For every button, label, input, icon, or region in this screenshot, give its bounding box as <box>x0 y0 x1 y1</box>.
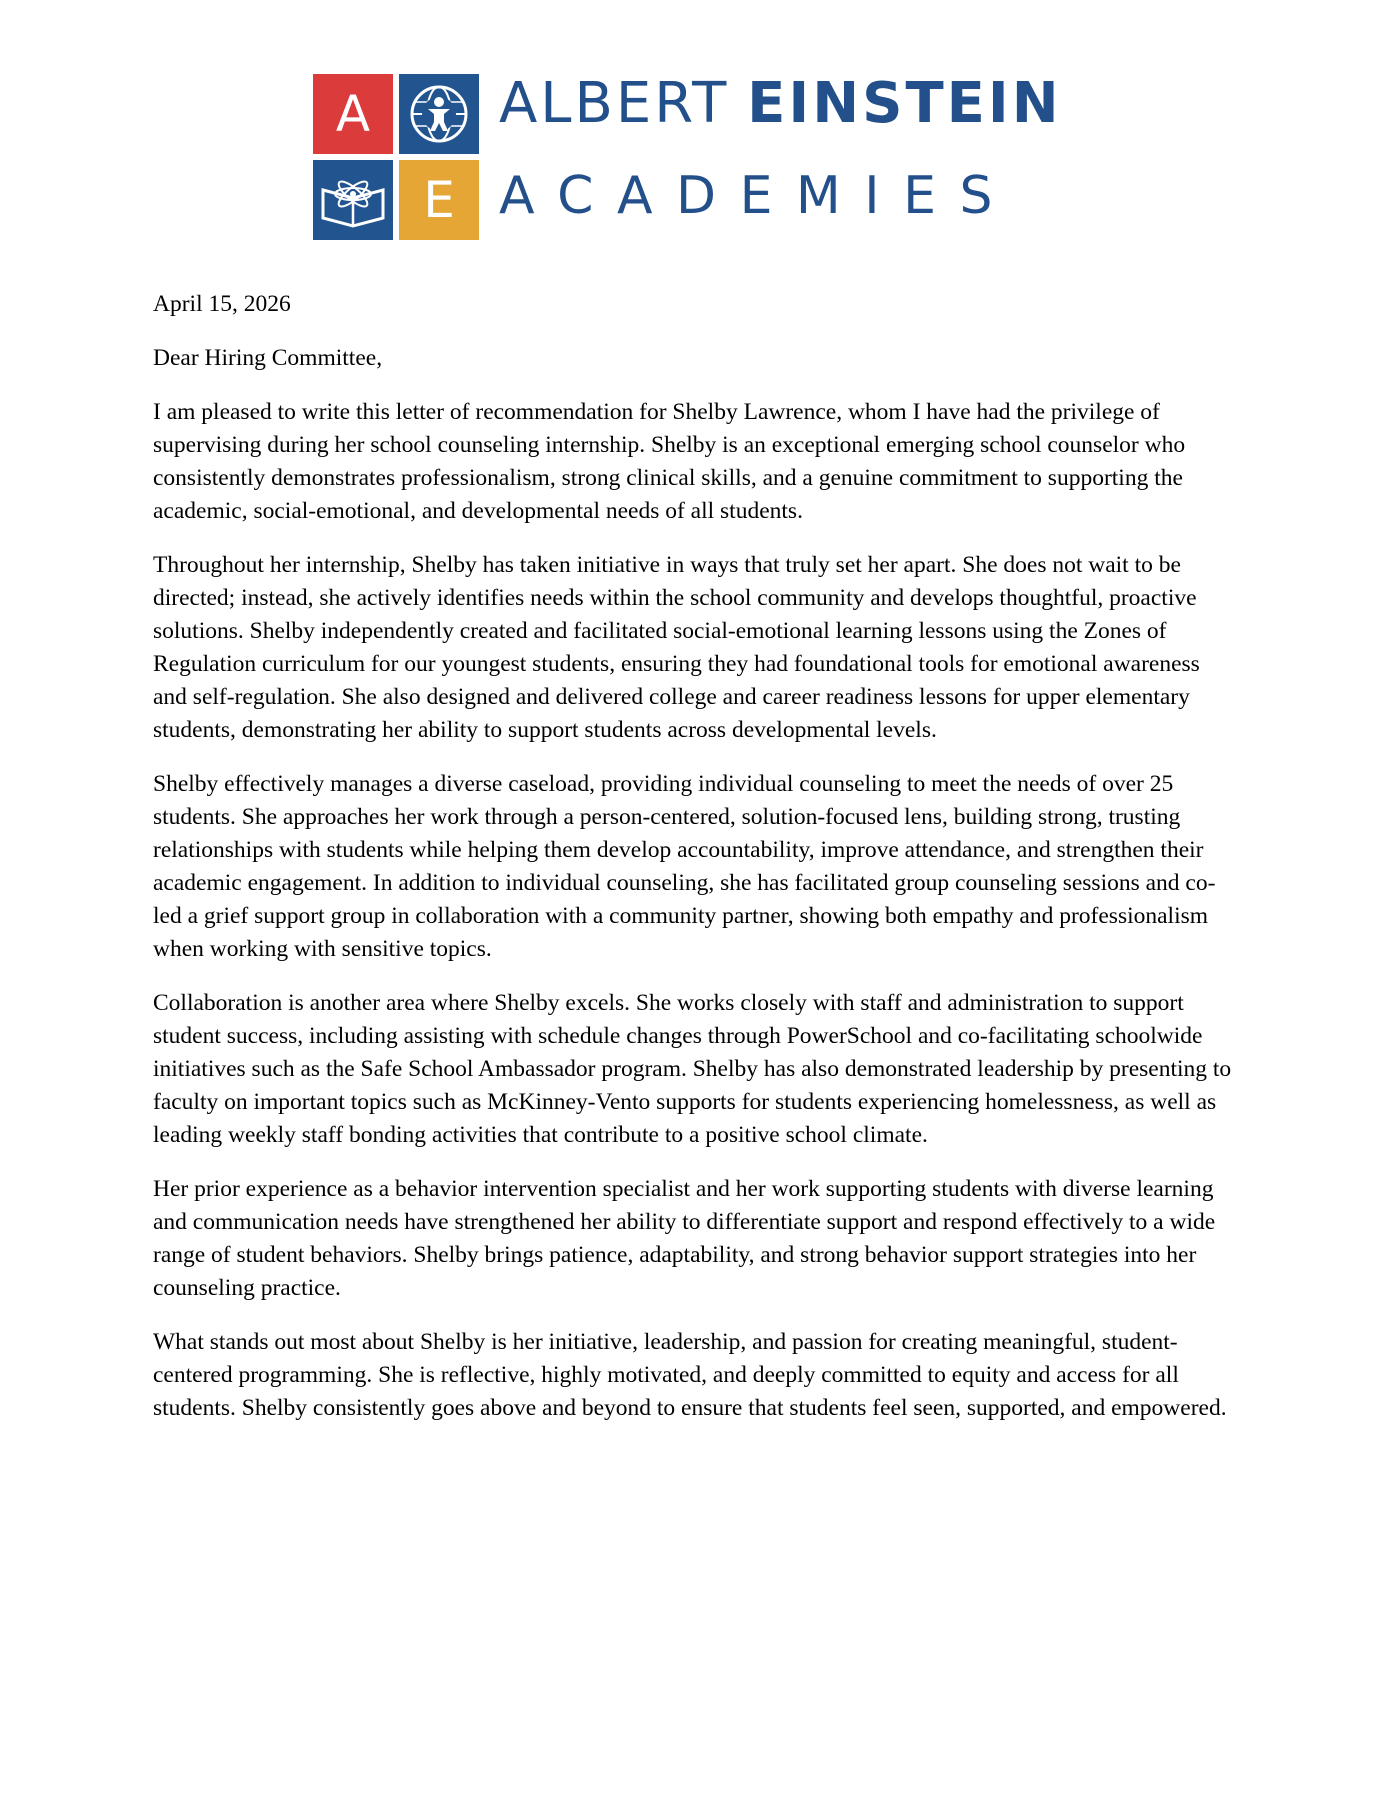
letter-paragraph: Throughout her internship, Shelby has taken initiative in ways that truly set her apart. She does not wait to be directed; instead, she actively identifies needs within the school community and develops thoughtful, proactive solutions. Shelby independently created and facilitated social-emotional learning lessons using the Zones of Regulation curriculum for our youngest students, ensuring they had foundational tools for emotional awareness and self-regulation. She also designed and delivered college and career readiness lessons for upper elementary students, demonstrating her ability to support students across developmental levels. <box>153 552 1200 743</box>
letterhead-logo <box>313 71 1073 244</box>
logo-letter-e: E <box>423 171 455 229</box>
letter-paragraph: I am pleased to write this letter of recommendation for Shelby Lawrence, whom I have had the privilege of supervising during her school counseling internship. Shelby is an exceptional emerging school counselor who consistently demonstrates professionalism, strong clinical skills, and a genuine commitment to supporting the academic, social-emotional, and developmental needs of all students. <box>153 399 1186 524</box>
letter-body <box>153 288 1233 1446</box>
logo-letter-a: A <box>335 85 371 143</box>
logo-wordmark-line1 <box>499 71 1062 136</box>
letter-paragraph: Shelby effectively manages a diverse caseload, providing individual counseling to meet the needs of over 25 students. She approaches her work through a person-centered, solution-focused lens, building strong, trusting relationships with students while helping them develop accountability, improve attendance, and strengthen their academic engagement. In addition to individual counseling, she has facilitated group counseling sessions and co-led a grief support group in collaboration with a community partner, showing both empathy and professionalism when working with sensitive topics. <box>153 771 1216 962</box>
letter-paragraph: Collaboration is another area where Shelby excels. She works closely with staff and administration to support student success, including assisting with schedule changes through PowerSchool and co-facilitating schoolwide initiatives such as the Safe School Ambassador program. Shelby has also demonstrated leadership by presenting to faculty on important topics such as McKinney-Vento supports for students experiencing homelessness, as well as leading weekly staff bonding activities that contribute to a positive school climate. <box>153 990 1232 1148</box>
book-atom-icon <box>319 172 387 228</box>
letter-date: April 15, 2026 <box>153 291 291 317</box>
logo-word-academies: ACADEMIES <box>499 166 1016 226</box>
logo-tile-book <box>313 160 393 240</box>
logo-tile-a <box>313 74 393 154</box>
logo-word-albert: ALBERT <box>499 71 730 136</box>
letter-paragraph: Her prior experience as a behavior intervention specialist and her work supporting students with diverse learning and communication needs have strengthened her ability to differentiate support and respond effectively to a wide range of student behaviors. Shelby brings patience, adaptability, and strong behavior support strategies into her counseling practice. <box>153 1176 1216 1301</box>
letter-paragraph: What stands out most about Shelby is her initiative, leadership, and passion for creating meaningful, student-centered programming. She is reflective, highly motivated, and deeply committed to equity and access for all students. Shelby consistently goes above and beyond to ensure that students feel seen, supported, and empowered. <box>153 1329 1227 1421</box>
globe-person-icon <box>408 83 470 145</box>
logo-word-einstein: EINSTEIN <box>747 71 1062 136</box>
logo-tile-e <box>399 160 479 240</box>
letter-salutation: Dear Hiring Committee, <box>153 345 383 371</box>
logo-tile-globe <box>399 74 479 154</box>
